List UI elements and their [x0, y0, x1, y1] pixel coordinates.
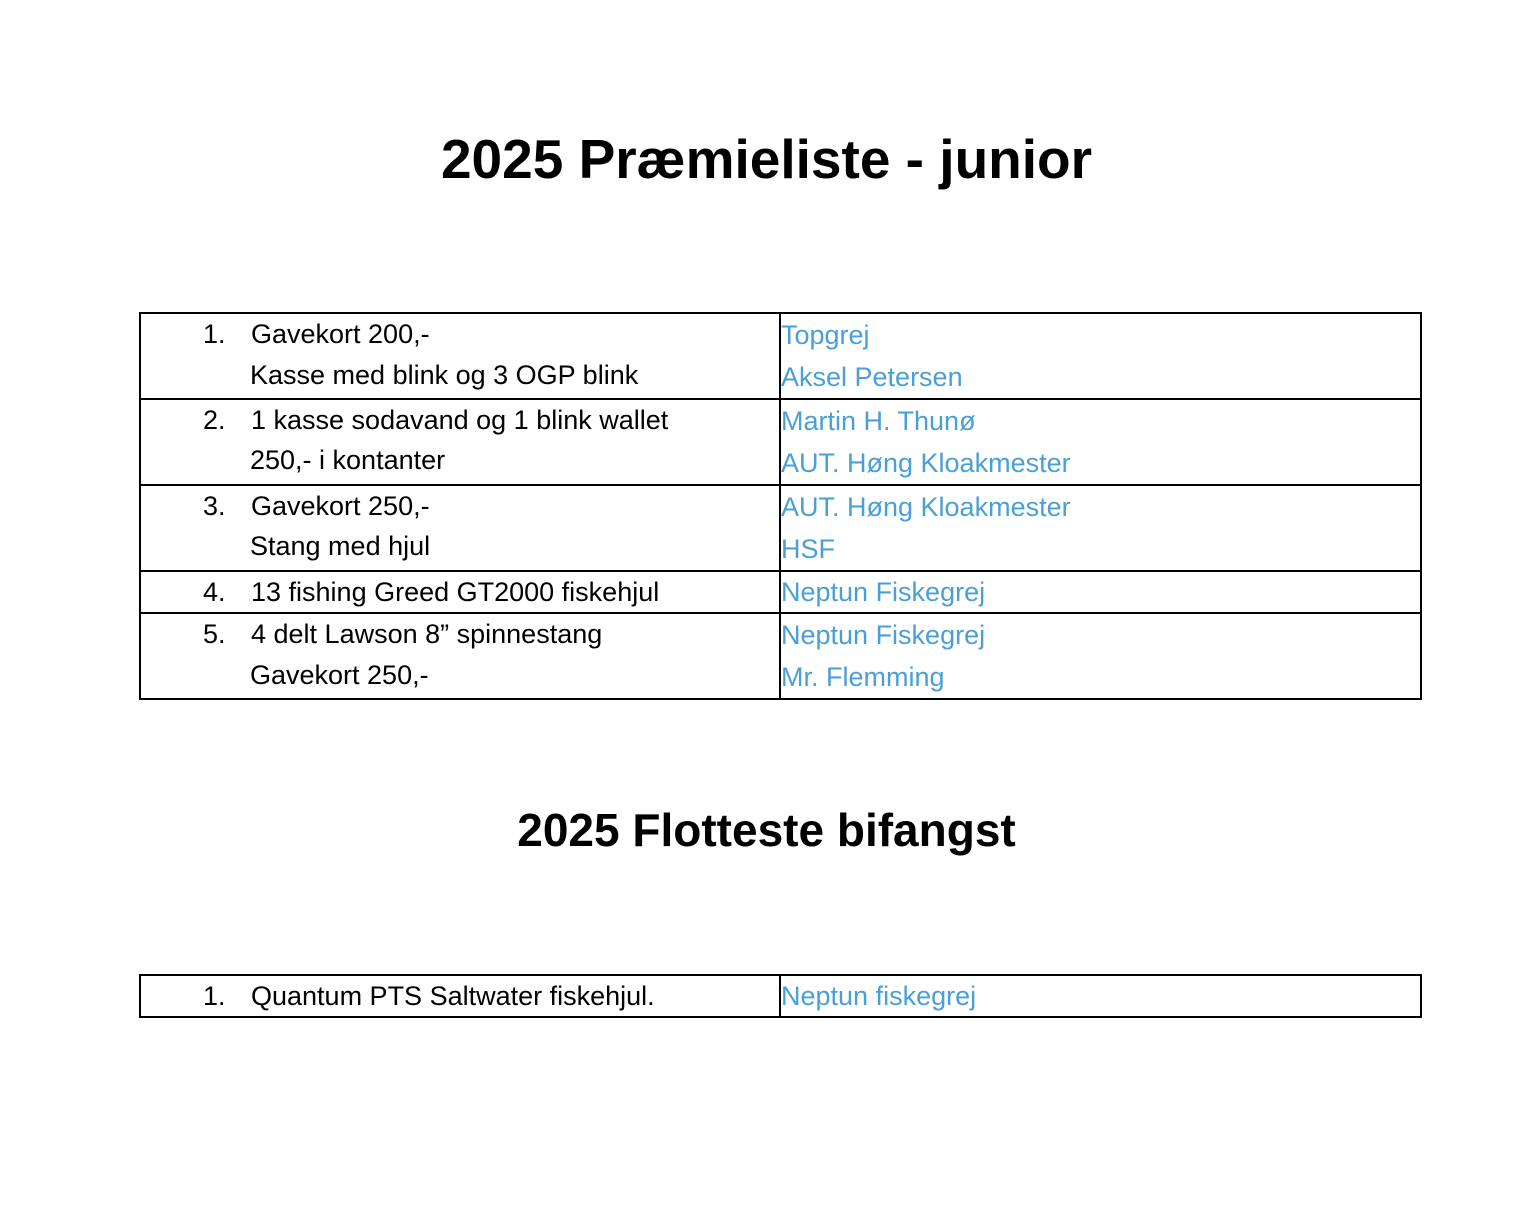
prize-cell: [140, 571, 780, 613]
table-row: [140, 571, 1421, 613]
sponsor-cell: [780, 399, 1421, 485]
sponsor-name: Neptun Fiskegrej: [781, 577, 986, 607]
prize-text: Gavekort 200,-: [251, 319, 430, 349]
page-title: 2025 Præmieliste - junior: [440, 128, 1093, 190]
list-number: 3.: [203, 491, 226, 521]
list-number: 2.: [203, 405, 226, 435]
section-title: 2025 Flotteste bifangst: [517, 804, 1016, 856]
prize-text: Quantum PTS Saltwater fiskehjul.: [251, 981, 655, 1011]
sponsor-name: Mr. Flemming: [781, 662, 945, 692]
sponsor-cell: [780, 313, 1421, 399]
sponsor-name: HSF: [781, 534, 835, 564]
prize-text: 4 delt Lawson 8” spinnestang: [251, 619, 603, 649]
table-row: [140, 313, 1421, 399]
list-number: 1.: [203, 981, 226, 1011]
prize-cell: [140, 313, 780, 399]
prize-cell: [140, 399, 780, 485]
sponsor-cell: [780, 485, 1421, 571]
junior-prize-table: [139, 312, 1422, 700]
list-number: 1.: [203, 319, 226, 349]
prize-text: 1 kasse sodavand og 1 blink wallet: [251, 405, 669, 435]
sponsor-cell: [780, 613, 1421, 699]
table-row: [140, 975, 1421, 1017]
table-row: [140, 485, 1421, 571]
sponsor-name: Martin H. Thunø: [781, 406, 976, 436]
prize-text: 13 fishing Greed GT2000 fiskehjul: [251, 577, 660, 607]
list-number: 4.: [203, 577, 226, 607]
sponsor-cell: [780, 571, 1421, 613]
sponsor-name: AUT. Høng Kloakmester: [781, 448, 1071, 478]
bycatch-prize-table: [139, 974, 1422, 1018]
prize-text: Gavekort 250,-: [251, 491, 430, 521]
prize-text: Gavekort 250,-: [250, 660, 429, 690]
table-row: [140, 613, 1421, 699]
sponsor-cell: [780, 975, 1421, 1017]
prize-cell: [140, 613, 780, 699]
prize-text: 250,- i kontanter: [250, 445, 446, 475]
prize-cell: [140, 975, 780, 1017]
sponsor-name: Aksel Petersen: [781, 362, 963, 392]
sponsor-name: Topgrej: [781, 320, 870, 350]
prize-text: Kasse med blink og 3 OGP blink: [250, 360, 639, 390]
sponsor-name: Neptun Fiskegrej: [781, 620, 986, 650]
list-number: 5.: [203, 619, 226, 649]
table-row: [140, 399, 1421, 485]
sponsor-name: AUT. Høng Kloakmester: [781, 492, 1071, 522]
prize-text: Stang med hjul: [250, 531, 431, 561]
prize-cell: [140, 485, 780, 571]
sponsor-name: Neptun fiskegrej: [781, 981, 977, 1011]
